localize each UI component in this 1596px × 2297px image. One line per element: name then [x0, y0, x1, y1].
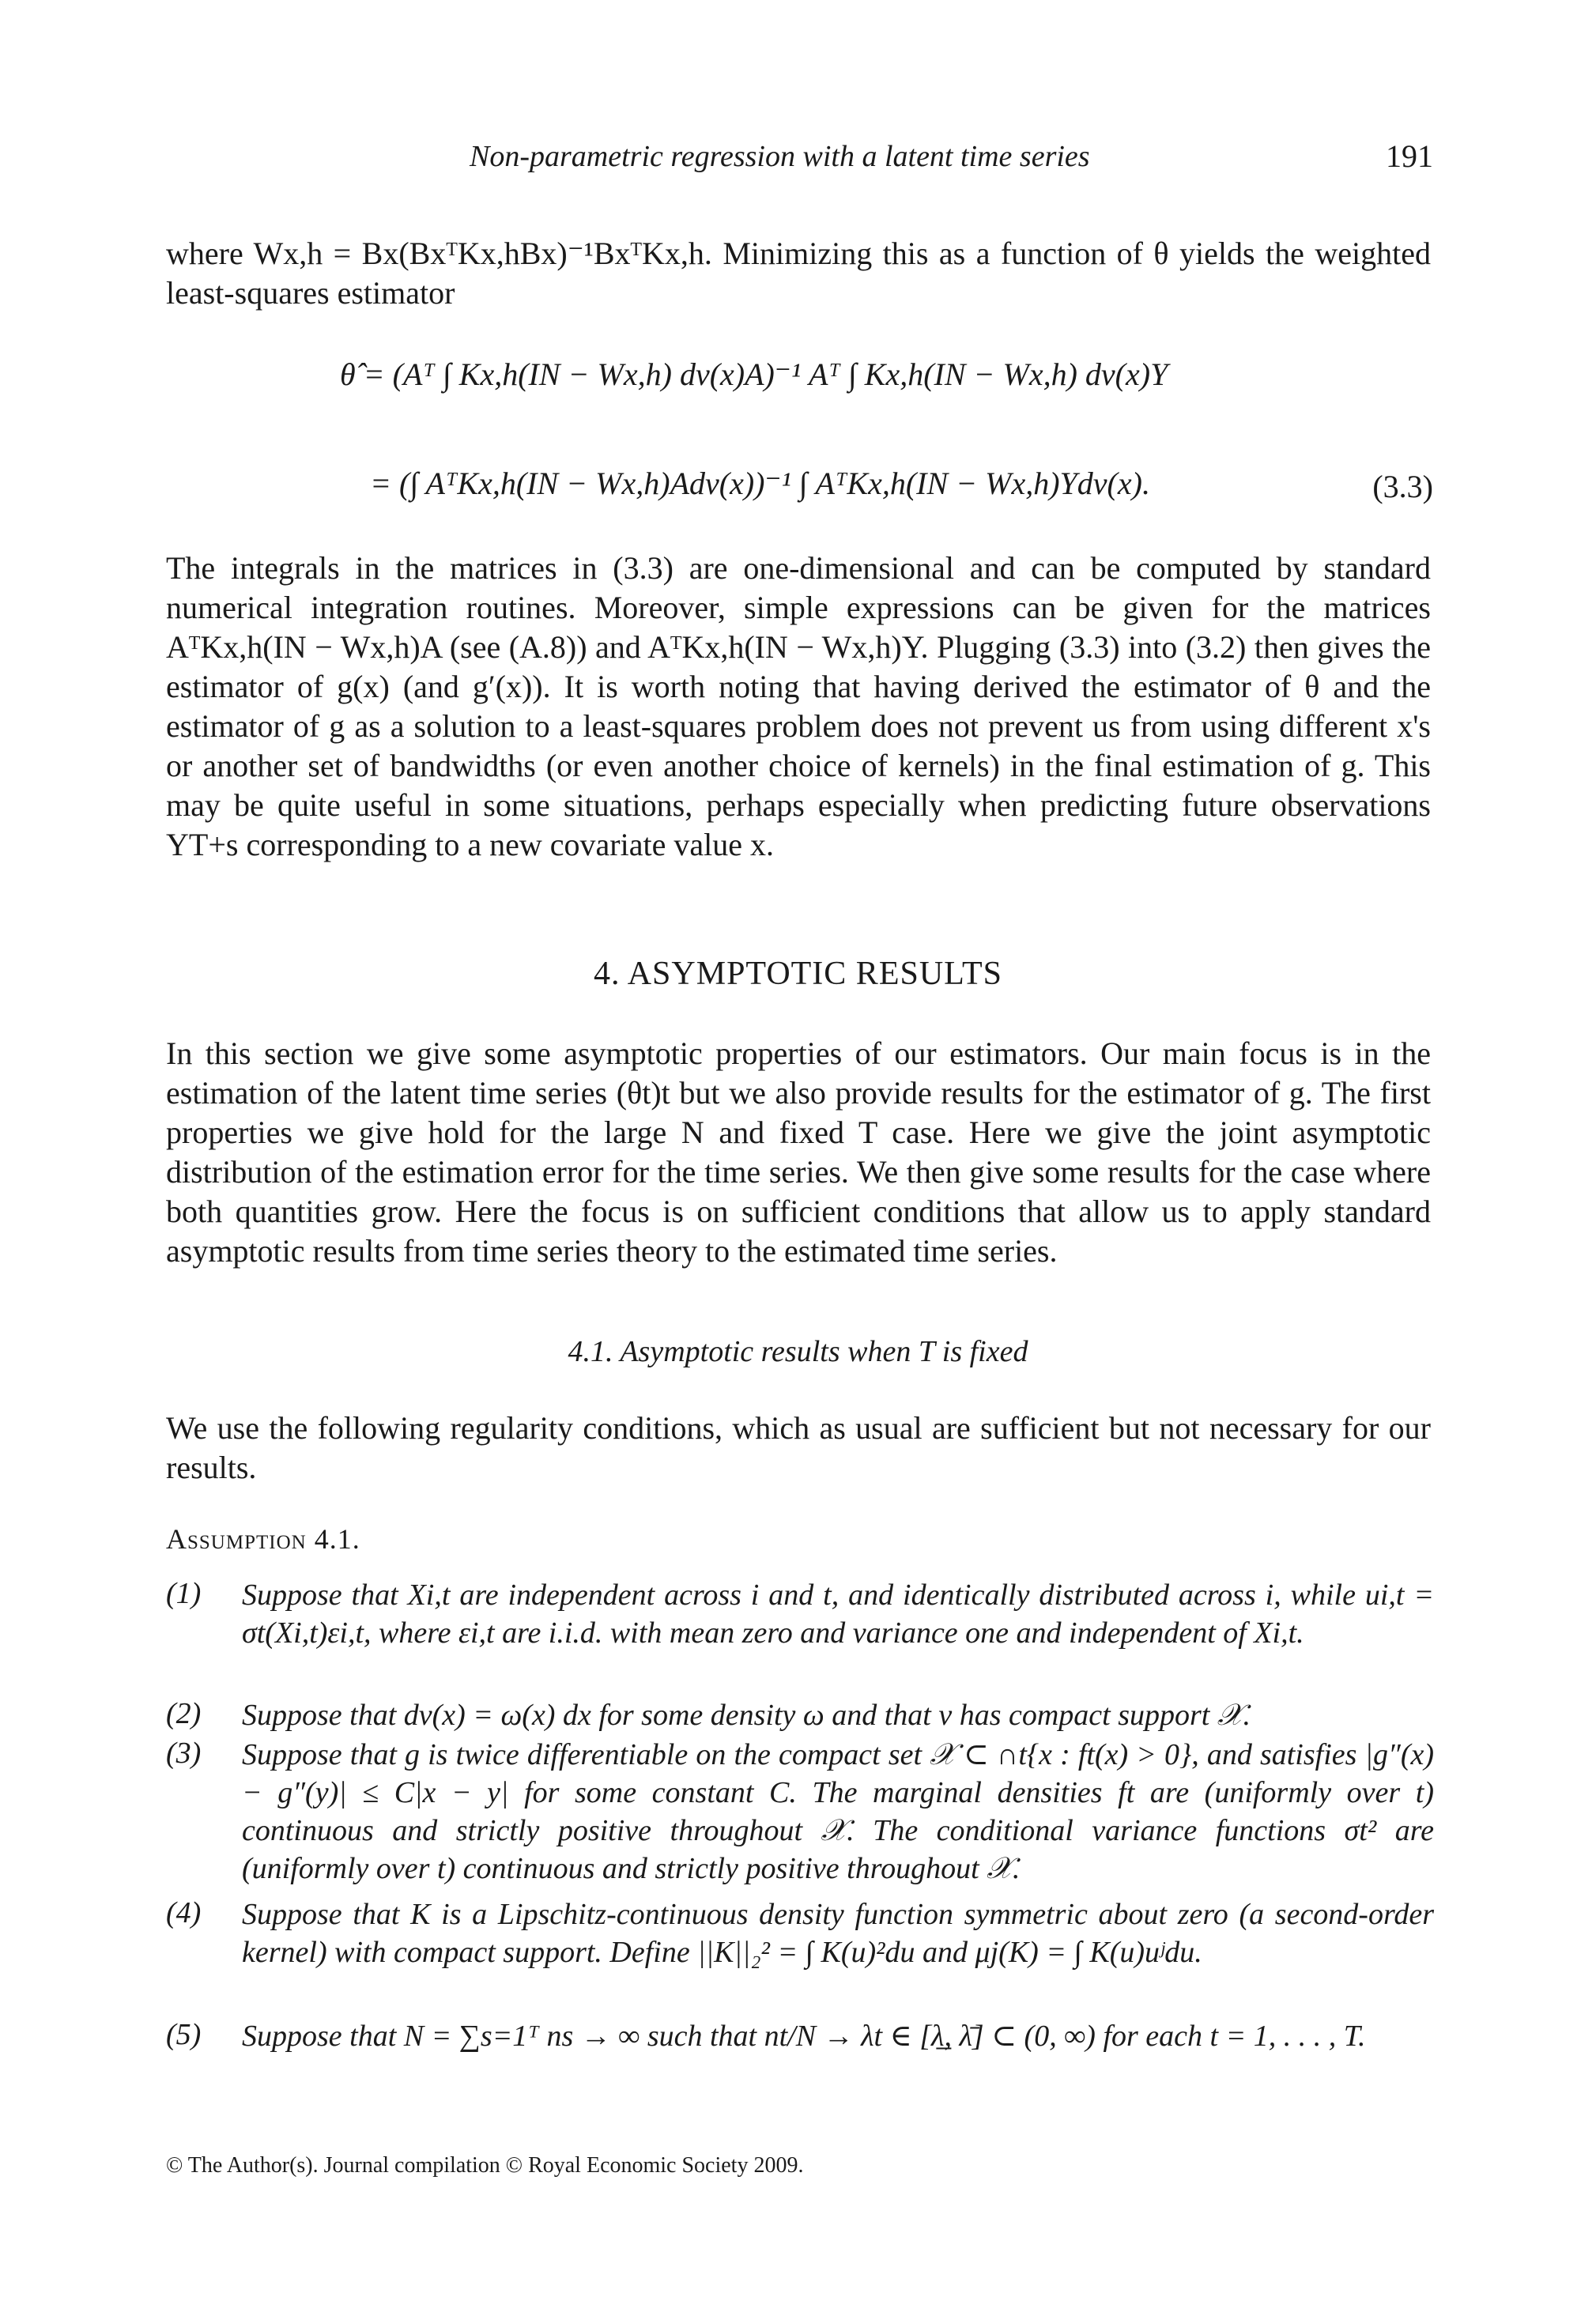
item-number: (4) — [166, 1896, 202, 1929]
item-text: Suppose that N = ∑s=1ᵀ ns → ∞ such that nt/N → λt ∈ [λ̲, λ̄] ⊂ (0, ∞) for each t = 1, . . . , T. — [242, 2020, 1366, 2053]
subsection-paragraph: We use the following regularity conditions, which as usual are sufficient but not necessary for our results. — [166, 1410, 1431, 1485]
subsection-title: 4.1. Asymptotic results when T is fixed — [568, 1335, 1028, 1368]
item-text: Suppose that g is twice differentiable on the compact set 𝒳 ⊂ ∩t{x : ft(x) > 0}, and satisfies |g″(x) − g″(y)| ≤ C|x − y| for some constant C. The marginal densities ft are (uniformly over t) continuous and strictly positive throughout 𝒳. The conditional variance functions σt² are (uniformly over t) continuous and strictly positive throughout 𝒳. — [242, 1738, 1434, 1885]
page-number: 191 — [1386, 138, 1433, 174]
item-number: (3) — [166, 1737, 202, 1770]
running-title: Non-parametric regression with a latent time series — [470, 140, 1090, 173]
equation-line-1: θ̂ = (Aᵀ ∫ Kx,h(IN − Wx,h) dν(x)A)⁻¹ Aᵀ ∫ Kx,h(IN − Wx,h) dν(x)Y — [340, 356, 1168, 392]
equation-line-2: = (∫ AᵀKx,h(IN − Wx,h)Adν(x))⁻¹ ∫ AᵀKx,h(IN − Wx,h)Ydν(x). — [370, 466, 1150, 501]
intro-paragraph: where Wx,h = Bx(BxᵀKx,hBx)⁻¹BxᵀKx,h. Minimizing this as a function of θ yields the weighted least-squares estimator — [166, 236, 1431, 311]
item-text: Suppose that dν(x) = ω(x) dx for some density ω and that ν has compact support 𝒳. — [242, 1699, 1251, 1732]
section-paragraph: In this section we give some asymptotic properties of our estimators. Our main focus is in the estimation of the latent time series (θt)t but we also provide results for the estimator of g. The first properties we give hold for the large N and fixed T case. Here we give the joint asymptotic distribution of the estimation error for the time series. We then give some results for the case where both quantities grow. Here the focus is on sufficient conditions that allow us to apply standard asymptotic results from time series theory to the estimated time series. — [166, 1035, 1431, 1269]
copyright-footer: © The Author(s). Journal compilation © Royal Economic Society 2009. — [166, 2153, 804, 2178]
assumption-label: Assumption 4.1. — [166, 1523, 360, 1555]
item-text: Suppose that K is a Lipschitz-continuous density function symmetric about zero (a second-order kernel) with compact support. Define ||K||₂² = ∫ K(u)²du and μj(K) = ∫ K(u)uʲdu. — [242, 1898, 1434, 1969]
item-number: (1) — [166, 1577, 202, 1610]
item-number: (2) — [166, 1697, 202, 1730]
item-number: (5) — [166, 2018, 202, 2051]
integrals-paragraph: The integrals in the matrices in (3.3) are one-dimensional and can be computed by standard numerical integration routines. Moreover, simple expressions can be given for the matrices AᵀKx,h(IN − Wx,h)A (see (A.8)) and AᵀKx,h(IN − Wx,h)Y. Plugging (3.3) into (3.2) then gives the estimator of g(x) (and g′(x)). It is worth noting that having derived the estimator of θ and the estimator of g as a solution to a least-squares problem does not prevent us from using different x's or another set of bandwidths (or even another choice of kernels) in the final estimation of g. This may be quite useful in some situations, perhaps especially when predicting future observations YT+s corresponding to a new covariate value x. — [166, 550, 1431, 862]
section-title: 4. ASYMPTOTIC RESULTS — [594, 956, 1002, 992]
equation-number: (3.3) — [1372, 469, 1433, 504]
item-text: Suppose that Xi,t are independent across i and t, and identically distributed across i, while ui,t = σt(Xi,t)εi,t, where εi,t are i.i.d. with mean zero and variance one and independent of Xi,t. — [242, 1578, 1434, 1650]
